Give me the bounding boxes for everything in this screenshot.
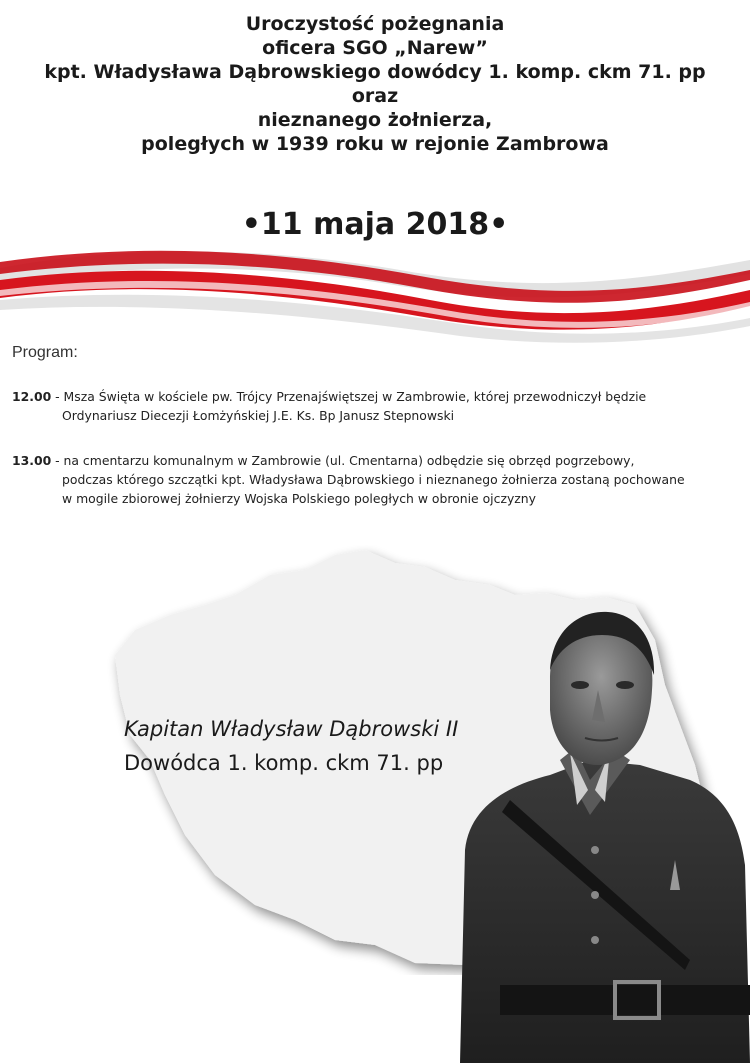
portrait-photo xyxy=(440,590,750,1063)
caption-name: Kapitan Władysław Dąbrowski II xyxy=(124,717,459,741)
portrait-caption xyxy=(124,712,458,780)
program-item-2-time: 13.00 xyxy=(12,453,52,468)
program-item-2 xyxy=(12,451,738,508)
program-item-1-line2: Ordynariusz Diecezji Łomżyńskiej J.E. Ks. Bp Janusz Stepnowski xyxy=(62,408,455,423)
title-line-6: poległych w 1939 roku w rejonie Zambrowa xyxy=(141,133,609,155)
caption-role: Dowódca 1. komp. ckm 71. pp xyxy=(124,751,444,775)
title-line-3: kpt. Władysława Dąbrowskiego dowódcy 1. komp. ckm 71. pp xyxy=(44,61,706,83)
program-item-1-time: 12.00 xyxy=(12,389,52,404)
title-line-1: Uroczystość pożegnania xyxy=(245,13,505,35)
event-title xyxy=(0,12,750,156)
program-item-2-line2: podczas którego szczątki kpt. Władysława Dąbrowskiego i nieznanego żołnierza zostaną pochowane xyxy=(62,472,685,487)
program-heading: Program: xyxy=(12,344,78,361)
title-line-5: nieznanego żołnierza, xyxy=(257,109,493,131)
program-item-2-line3: w mogile zbiorowej żołnierzy Wojska Polskiego poległych w obronie ojczyzny xyxy=(62,491,536,506)
program-item-1 xyxy=(12,387,738,425)
title-line-4: oraz xyxy=(351,85,399,107)
title-line-2: oficera SGO „Narew” xyxy=(262,37,488,59)
event-date: •11 maja 2018• xyxy=(241,207,509,242)
flag-ribbon-graphic xyxy=(0,240,750,350)
program-item-1-line1: - Msza Święta w kościele pw. Trójcy Przenajświętszej w Zambrowie, której przewodniczył będzie xyxy=(51,389,647,404)
program-item-2-line1: - na cmentarzu komunalnym w Zambrowie (ul. Cmentarna) odbędzie się obrzęd pogrzebowy, xyxy=(51,453,635,468)
